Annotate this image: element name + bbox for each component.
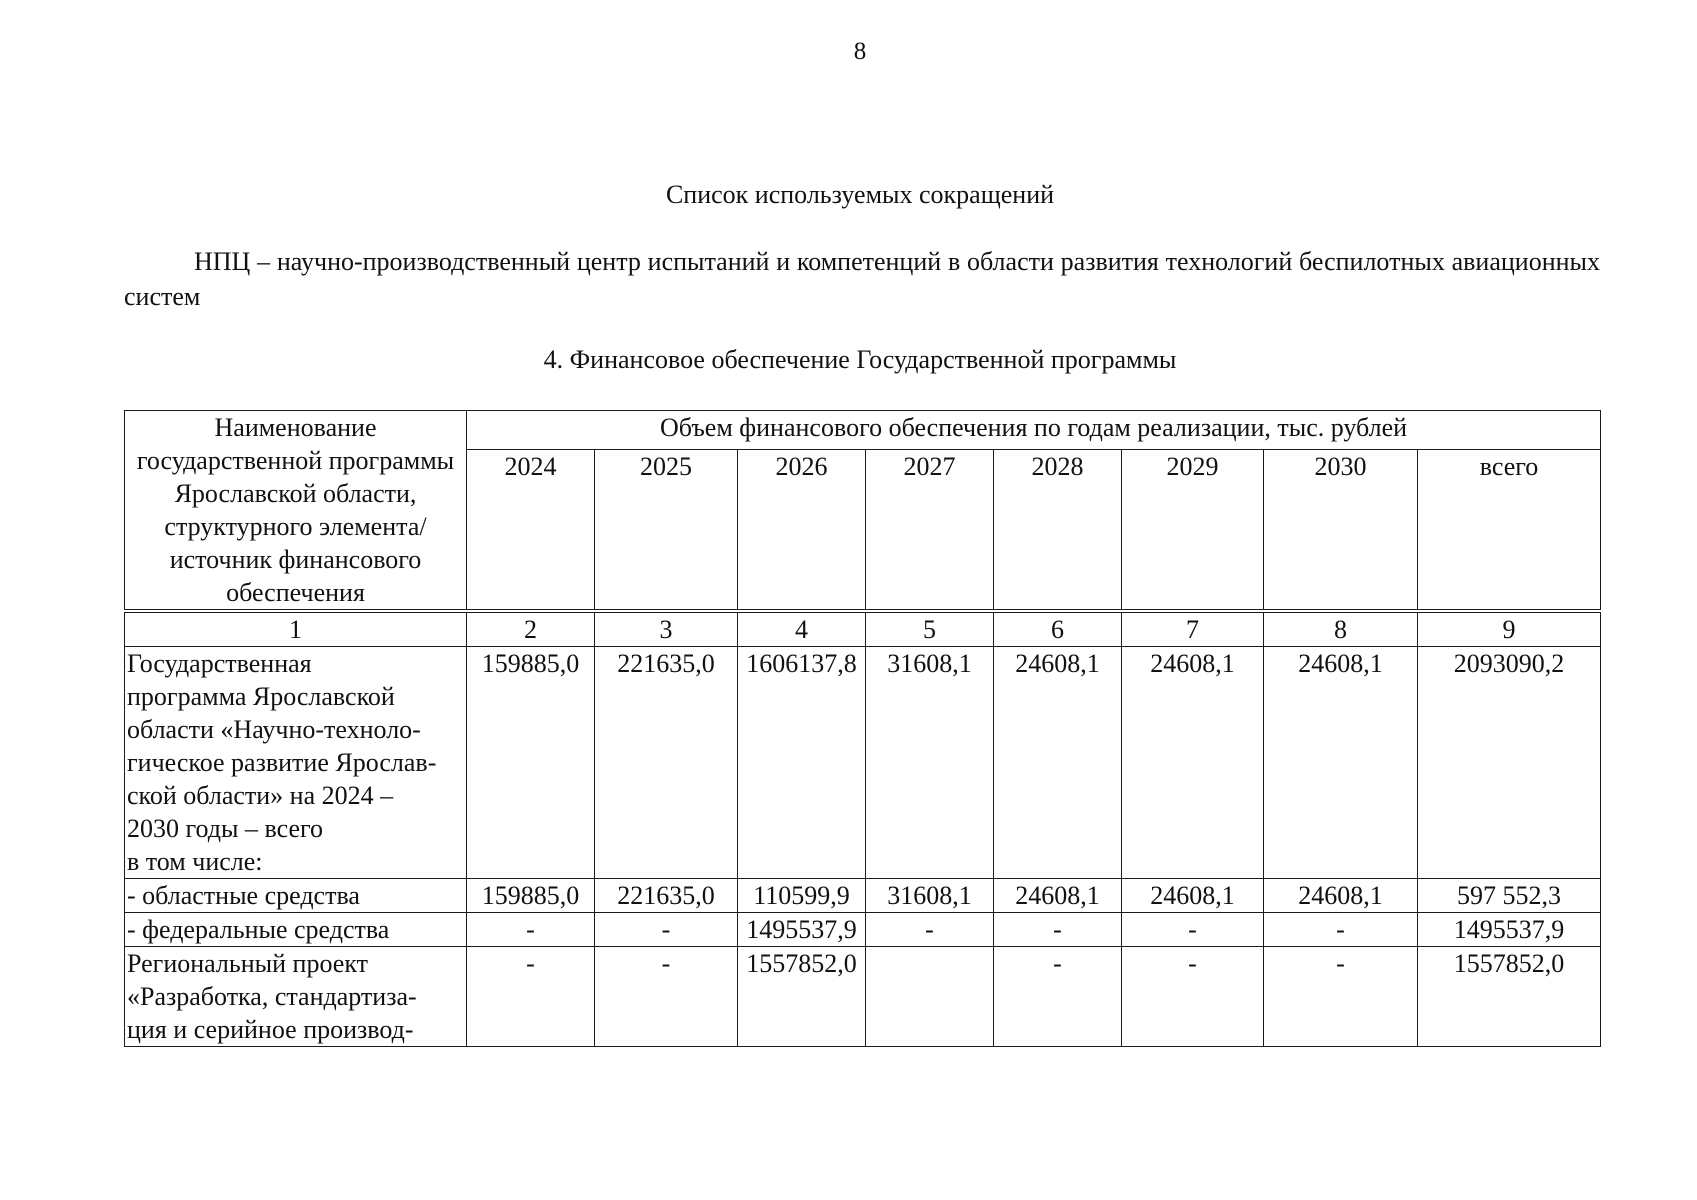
value-cell: -	[467, 947, 595, 1047]
column-number: 4	[738, 611, 866, 647]
total-cell: 1557852,0	[1418, 947, 1601, 1047]
total-cell: 597 552,3	[1418, 879, 1601, 913]
name-column-header: Наименование государственной программы Ярославской области, структурного элемента/ источник финансового обеспечения	[125, 411, 467, 612]
page-number: 8	[853, 38, 867, 65]
table-row-regional-project	[125, 947, 1601, 1047]
value-cell: 1606137,8	[738, 647, 866, 879]
year-header: 2030	[1264, 449, 1418, 611]
value-cell: 24608,1	[994, 647, 1122, 879]
table-row-federal-funds	[125, 913, 1601, 947]
volume-header: Объем финансового обеспечения по годам реализации, тыс. рублей	[467, 411, 1601, 450]
year-header: 2029	[1122, 449, 1264, 611]
column-number: 2	[467, 611, 595, 647]
value-cell: -	[1264, 913, 1418, 947]
value-cell: -	[1122, 947, 1264, 1047]
value-cell: 1557852,0	[738, 947, 866, 1047]
value-cell: -	[595, 913, 738, 947]
value-cell: 159885,0	[467, 647, 595, 879]
value-cell: 31608,1	[866, 647, 994, 879]
value-cell: 159885,0	[467, 879, 595, 913]
value-cell: -	[994, 913, 1122, 947]
total-cell: 2093090,2	[1418, 647, 1601, 879]
row-name: Государственная программа Ярославской области «Научно-техноло- гическое развитие Ярослав- ской области» на 2024 – 2030 годы – всего в том числе:	[125, 647, 467, 879]
year-header: 2025	[595, 449, 738, 611]
value-cell: 221635,0	[595, 879, 738, 913]
value-cell: 24608,1	[1122, 647, 1264, 879]
table-row-program-total	[125, 647, 1601, 879]
value-cell: -	[994, 947, 1122, 1047]
value-cell: 24608,1	[1264, 647, 1418, 879]
row-name: - областные средства	[125, 879, 467, 913]
year-header: 2026	[738, 449, 866, 611]
column-number: 5	[866, 611, 994, 647]
column-number: 3	[595, 611, 738, 647]
value-cell	[866, 947, 994, 1047]
value-cell: -	[1264, 947, 1418, 1047]
column-number: 7	[1122, 611, 1264, 647]
column-number: 8	[1264, 611, 1418, 647]
column-number: 1	[125, 611, 467, 647]
total-cell: 1495537,9	[1418, 913, 1601, 947]
column-number-row	[125, 611, 1601, 647]
value-cell: -	[1122, 913, 1264, 947]
value-cell: 24608,1	[1122, 879, 1264, 913]
year-header: 2027	[866, 449, 994, 611]
value-cell: 110599,9	[738, 879, 866, 913]
abbreviations-title: Список используемых сокращений	[665, 180, 1055, 209]
section-title: 4. Финансовое обеспечение Государственной программы	[543, 345, 1177, 374]
table-header-row-1	[125, 411, 1601, 450]
abbreviations-text: НПЦ – научно-производственный центр испытаний и компетенций в области развития технологий беспилотных авиационных систем	[124, 247, 1600, 311]
value-cell: 221635,0	[595, 647, 738, 879]
total-header: всего	[1418, 449, 1601, 611]
value-cell: 31608,1	[866, 879, 994, 913]
year-header: 2028	[994, 449, 1122, 611]
value-cell: -	[467, 913, 595, 947]
value-cell: 24608,1	[994, 879, 1122, 913]
table-row-regional-funds	[125, 879, 1601, 913]
financing-table	[124, 410, 1601, 1047]
column-number: 6	[994, 611, 1122, 647]
year-header: 2024	[467, 449, 595, 611]
value-cell: 24608,1	[1264, 879, 1418, 913]
row-name: Региональный проект «Разработка, стандартиза- ция и серийное производ-	[125, 947, 467, 1047]
value-cell: -	[595, 947, 738, 1047]
value-cell: 1495537,9	[738, 913, 866, 947]
column-number: 9	[1418, 611, 1601, 647]
value-cell: -	[866, 913, 994, 947]
row-name: - федеральные средства	[125, 913, 467, 947]
